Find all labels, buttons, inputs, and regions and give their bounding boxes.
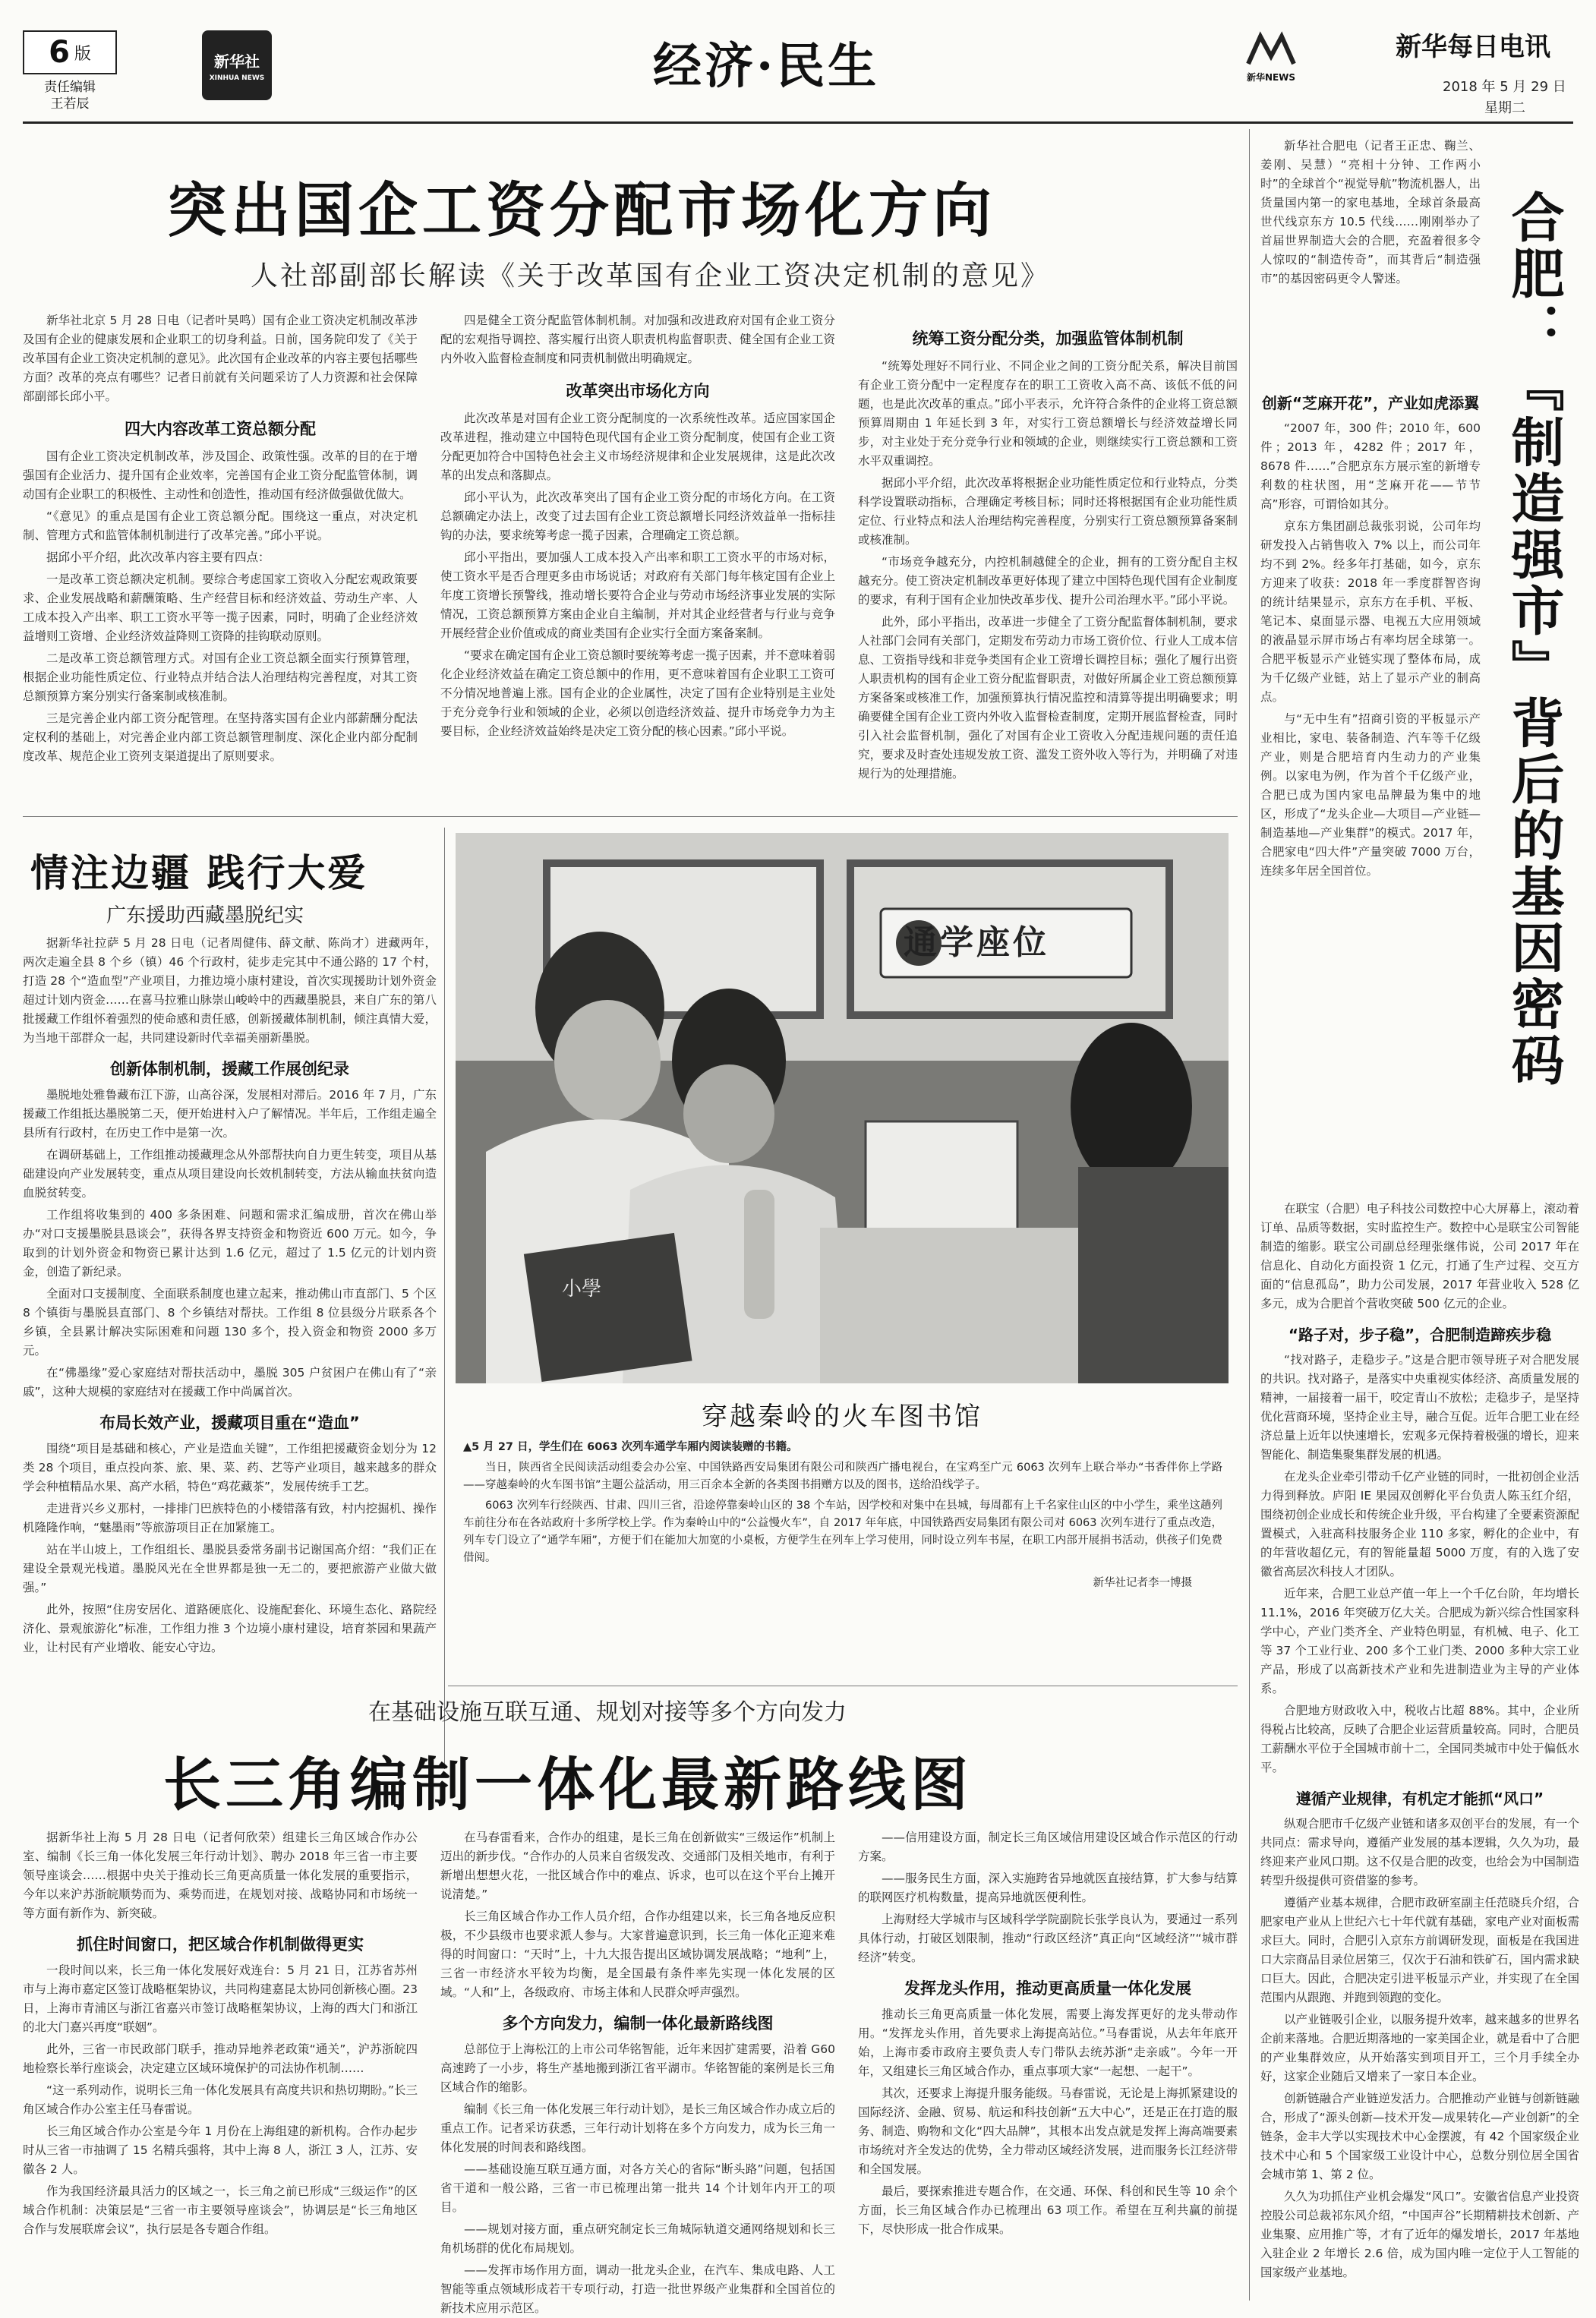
article3-title: 长三角编制一体化最新路线图 [163, 1751, 973, 1818]
article2-subtitle: 广东援助西藏墨脱纪实 [106, 904, 304, 927]
article4-s2-p4: 合肥地方财政收入中，税收占比超 88%。其中，企业所得税占比较高，反映了合肥企业运营质量较高。同时，合肥员工薪酬水平位于全国城市前十二，全国同类城市中处于偏低水平。 [1260, 1704, 1579, 1774]
xinhua-logo [202, 30, 272, 100]
article4-s3-p1: 纵观合肥市千亿级产业链和诸多双创平台的发展，有一个共同点：需求导向，遵循产业发展的基本逻辑，久久为功，最终迎来产业风口期。这不仅是合肥的改变，也给会为中国制造转型升级提供可资借鉴的参考。 [1260, 1817, 1579, 1888]
article1-s3-p1: “统筹处理好不同行业、不同企业之间的工资分配关系，解决目前国有企业工资分配中一定程度存在的职工工资收入高不高、该低不低的问题，也是此次改革的重点。”邱小平表示，允许符合条件的企业将工资总额预算周期由 1 年延长到 3 年，对实行工资总额增长与经济效益增长同步，对主业处于充分竞争行业和领域的企业，则继续实行工资总额和工资水平双重调控。 [858, 359, 1238, 468]
article3-s2-p1: 在马春雷看来，合作办的组建，是长三角在创新做实“三级运作”机制上迈出的新步伐。“合作办的人员来自省级发改、交通部门及相关地市，有利于新增出想想火花，一批区域合作中的难点、诉求，也可以在这个平台上摊开说清楚。” [440, 1831, 835, 1901]
editor-name: 王若辰 [50, 96, 90, 112]
article1-title: 突出国企工资分配市场化方向 [167, 177, 997, 245]
article1-s3-head: 统筹工资分配分类，加强监管体制机制 [912, 330, 1184, 348]
article3-s3-p5: 其次，还要求上海提升服务能级。马春雷说，无论是上海抓紧建设的国际经济、金融、贸易、航运和科技创新“五大中心”，还是正在打造的服务、制造、购物和文化“四大品牌”，其根本出发点就是发挥上海高端要素市场统对齐全发达的优势，全力带动区域经济发展，进而服务长江经济带和全国发展。 [858, 2086, 1238, 2176]
editor-label: 责任编辑 [44, 80, 96, 95]
article3-s1-p3: “这一系列动作，说明长三角一体化发展具有高度共识和热切期盼。”长三角区域合作办公室主任马春雷说。 [23, 2083, 418, 2116]
article3-s3-p4: 推动长三角更高质量一体化发展，需要上海发挥更好的龙头带动作用。“发挥龙头作用，首先要求上海提高站位。”马春雷说，从去年年底开始，上海市委市政府主要负责人专门带队去统苏浙“走亲戚”。今年一开年，又组建长三角区域合作办，重点事项大家“一起想、一起干”。 [858, 2007, 1238, 2078]
article4-lead: 新华社合肥电（记者王正忠、鞠兰、姜刚、吴慧）“亮相十分钟、工作两小时”的全球首个“视觉导航”物流机器人，出货量国内第一的家电基地，全球首条最高世代线京东方 10.5 代线……刚刚举办了首届世界制造大会的合肥，充盈着很多令人惊叹的“制造传奇”，而其背后“制造强市”的基因密码更令人警迷。 [1260, 139, 1481, 285]
article1-s3-p3: “市场竞争越充分，内控机制越健全的企业，拥有的工资分配自主权越充分。使工资决定机制改革更好体现了建立中国特色现代国有企业制度的要求，有利于国有企业加快改革步伐、提升公司治理水平。”邱小平说。 [858, 555, 1238, 607]
masthead-rule [23, 121, 1573, 124]
article1-s2-p3: 邱小平指出，要加强人工成本投入产出率和职工工资水平的市场对标，使工资水平是否合理更多由市场说话；对政府有关部门每年核定国有企业上年度工资增长预警线，推动增长要符合企业与劳动市场经济事业发展的实际情况，工资总额预算方案由企业自主编制，并对其企业经营者与行业与竞争开展经营企业价值或成的商业类国有企业实行全面方案备案制。 [440, 550, 835, 640]
article2-s2-p4: 此外，按照“住房安居化、道路硬底化、设施配套化、环境生态化、路院经济化、景观旅游化”标准，工作组力推 3 个边境小康村建设，培育茶园和果蔬产业，让村民有产业增收、能安心守边。 [23, 1603, 437, 1654]
page-number: 6 [49, 35, 70, 70]
article1-s2-p2: 邱小平认为，此次改革突出了国有企业工资分配的市场化方向。在工资总额确定办法上，改变了过去国有企业工资总额增长同经济效益单一指标挂钩的办法，要求统筹考虑一揽子因素，合理确定工资总额。 [440, 490, 835, 542]
article4-s1-p2: 京东方集团副总裁张羽说，公司年均研发投入占销售收入 7% 以上，而公司年均不到 2%。经多年打基础，如今，京东方迎来了收获：2018 年一季度群智咨询的统计结果显示，京东方在手机、平板、笔记本、桌面显示器、电视五大应用领域的液晶显示屏市场占有率均居全球第一。合肥平板显示产业链实现了整体布局，成为千亿级产业链，站上了显示产业的制高点。 [1260, 519, 1481, 704]
article4-s2-p1: “找对路子，走稳步子。”这是合肥市领导班子对合肥发展的共识。找对路子，是落实中央重视实体经济、高质量发展的精神，一届接着一届干，咬定青山不放松；走稳步子，是坚持优化营商环境，坚持企业主导，融合互促。近年合肥工业在经济总量上近年以快速增长，宏观多元保持着极强的增长，迎来智能化、制造集聚集群发展的机遇。 [1260, 1353, 1579, 1462]
article3-s2-head: 多个方向发力，编制一体化最新路线图 [502, 2014, 774, 2033]
article2-s1-p3: 工作组将收集到的 400 多条困难、问题和需求汇编成册，首次在佛山举办“对口支援墨脱县恳谈会”，获得各界支持资金和物资近 600 万元。如今，争取到的计划外资金和物资已累计达到 1.6 亿元，超过了 1.5 亿元的计划内资金，创造了新纪录。 [23, 1208, 437, 1279]
article2-title: 情注边疆 践行大爱 [30, 850, 368, 895]
article2-s1-p4: 全面对口支援制度、全面联系制度也建立起来，推动佛山市直部门、5 个区 8 个镇街与墨脱县直部门、8 个乡镇结对帮扶。工作组 8 位县级分片联系各个乡镇，全县累计解决实际困难和问题 130 多个，投入资金和物资 2000 多万元。 [23, 1287, 437, 1358]
article3-s1-p5: 作为我国经济最具活力的区域之一，长三角之前已形成“三级运作”的区域合作机制：决策层是“三省一市主要领导座谈会”，协调层是“长三角地区合作与发展联席会议”，执行层是各专题合作组。 [23, 2184, 418, 2236]
article3-s2-p2: 长三角区域合作办工作人员介绍，合作办组建以来，长三角各地反应积极，不少县级市也要求派人参与。大家普遍意识到，长三角一体化正迎来难得的时间窗口：“天时”上，十九大报告提出区域协调发展战略；“地利”上，三省一市经济水平较为均衡，是全国最有条件率先实现一体化发展的区域。“人和”上，各级政府、市场主体和人民群众呼声强烈。 [440, 1910, 835, 1999]
article3-s3-p2: ——服务民生方面，深入实施跨省异地就医直接结算，扩大参与结算的联网医疗机构数量，提高异地就医便利性。 [858, 1872, 1238, 1904]
article4-col-narrow [1260, 391, 1481, 1196]
article3-s1-p1: 一段时间以来，长三角一体化发展好戏连台：5 月 21 日，江苏省苏州市与上海市嘉定区签订战略框架协议，共同构建嘉昆太协同创新核心圈。23 日，上海市青浦区与浙江省嘉兴市签订战略框架协议，上海的西大门和浙江的北大门嘉兴再度“联姻”。 [23, 1963, 418, 2034]
article1-s1-head: 四大内容改革工资总额分配 [125, 420, 316, 438]
article2-s2-head: 布局长效产业，援藏项目重在“造血” [99, 1414, 360, 1432]
article1-s1-p5: 二是改革工资总额管理方式。对国有企业工资总额全面实行预算管理，根据企业功能性质定位、行业特点并结合法人治理结构完善程度，对其工资总额预算方案分别实行备案制或核准制。 [23, 651, 418, 703]
article2-s2-p1: 围绕“项目是基础和核心，产业是造血关键”，工作组把援藏资金划分为 12 类 28 个项目，重点投向茶、旅、果、菜、药、艺等产业项目，越来越多的群众学会种植精品水果、高产水稻，特色“鸡花藏茶”，发展传统手工艺。 [23, 1442, 437, 1493]
issue-weekday: 星期二 [1484, 100, 1525, 116]
issue-date: 2018 年 5 月 29 日 [1443, 79, 1566, 95]
article3-s2-p5: ——基础设施互联互通方面，对各方关心的省际“断头路”问题，包括国省干道和一般公路，三省一市已梳理出第一批共 14 个计划年内开工的项目。 [440, 2162, 835, 2214]
article1-s1-p1: 国有企业工资决定机制改革，涉及国企、政策性强。改革的目的在于增强国有企业活力、提升国有企业效率，完善国有企业工资分配监管体制，调动国有企业职工的积极性、主动性和创造性，推动国有经济做强做优做大。 [23, 449, 418, 501]
article3-s1-head: 抓住时间窗口，把区域合作机制做得更实 [77, 1935, 364, 1954]
article4-s1-head: 创新“芝麻开花”，产业如虎添翼 [1261, 394, 1480, 412]
article3-s3-p6: 最后，要探索推进专题合作，在交通、环保、科创和民生等 10 余个方面，长三角区域合作办已梳理出 63 项工作。希望在互利共赢的前提下，尽快形成一批合作成果。 [858, 2184, 1238, 2236]
article2-s1-head: 创新体制机制，援藏工作展创纪录 [110, 1060, 349, 1078]
article3-lead: 据新华社上海 5 月 28 日电（记者何欣荣）组建长三角区域合作办公室、编制《长三角一体化发展三年行动计划》、聘办 2018 年三省一市主要领导座谈会……根据中央关于推动长三角更高质量一体化发展的重要指示，今年以来沪苏浙皖顺势而为、乘势而进，在规划对接、战略协同和市场统一等方面有新作为、新突破。 [23, 1831, 418, 1920]
article1-s1-p2: “《意见》的重点是国有企业工资总额分配。围绕这一重点，对决定机制、管理方式和监管体制机制进行了改革完善。”邱小平说。 [23, 509, 418, 542]
article1-s2-head: 改革突出市场化方向 [566, 382, 710, 400]
article4-s2-p2: 在龙头企业牵引带动千亿产业链的同时，一批初创企业活力得到释放。庐阳 IE 果园双创孵化平台负责人陈玉红介绍，围绕初创企业成长和传统企业升级，平台构建了全要素资源配置模式，入驻高科技服务企业 110 多家，孵化的企业中，有的年营收超亿元，有的智能量超 5000 万度，有的入选了安徽省高层次科技人才团队。 [1260, 1470, 1579, 1578]
xinhua-logo-sub: XINHUA NEWS [209, 74, 265, 82]
article3-s2-p3: 总部位于上海松江的上市公司华铭智能，近年来因扩建需要，沿着 G60 高速跨了一小步，将生产基地搬到浙江省平湖市。华铭智能的案例是长三角区域合作的缩影。 [440, 2042, 835, 2094]
photo-credit: 新华社记者李一博摄 [1093, 1577, 1192, 1589]
page-number-box [23, 30, 117, 74]
article3-kicker: 在基础设施互联互通、规划对接等多个方向发力 [368, 1699, 847, 1726]
article1-s1-p4: 一是改革工资总额决定机制。要综合考虑国家工资收入分配宏观政策要求、企业发展战略和薪酬策略、生产经营目标和经济效益、劳动生产率、人工成本投入产出率、职工工资水平等一揽子因素，同时，明确了企业经济效益增则工资增、企业经济效益降则工资降的挂钩联动原则。 [23, 572, 418, 643]
article2-col [23, 934, 437, 1777]
article1-s1-p6: 三是完善企业内部工资分配管理。在坚持落实国有企业内部薪酬分配法定权利的基础上，对完善企业内部工资总额管理制度、深化企业内部分配制度改革、规范企业工资列支渠道提出了原则要求。 [23, 711, 418, 763]
article4-s2-p3: 近年来，合肥工业总产值一年上一个千亿台阶，年均增长 11.1%，2016 年突破万亿大关。合肥成为新兴综合性国家科学中心，产业门类齐全、产业特色明显，有机械、电子、化工等 37 个工业行业、200 多个工业门类、2000 多种大宗工业产品，形成了以高新技术产业和先进制造业为主导的产业体系。 [1260, 1587, 1579, 1695]
article4-s3-p3: 以产业链吸引企业，以服务提升效率，越来越多的世界名企前来落地。合肥近期落地的一家美国企业，就是看中了合肥的产业集群效应，从开始落实到项目开工，三个月手续全办好，这家企业随后又增来了一家日本企业。 [1260, 2013, 1579, 2083]
train-sign: 通学座位 [904, 923, 1049, 962]
article4-s1-p4: 在联宝（合肥）电子科技公司数控中心大屏幕上，滚动着订单、品质等数据，实时监控生产。数控中心是联宝公司智能制造的缩影。联宝公司副总经理张继伟说，公司 2017 年在信息化、自动化方面投资 1 亿元，打通了生产过程、交互方面的“信息孤岛”，助力公司发展，2017 年营业收入 528 亿多元，成为合肥首个营收突破 500 亿元的企业。 [1260, 1202, 1579, 1310]
article3-col2 [440, 1828, 835, 2315]
photo-caption-title: 穿越秦岭的火车图书馆 [702, 1402, 983, 1432]
article1-subtitle: 人社部副部长解读《关于改革国有企业工资决定机制的意见》 [251, 260, 1051, 292]
article1-s2-p4: “要求在确定国有企业工资总额时要统筹考虑一揽子因素，并不意味着弱化企业经济效益在确定工资总额中的作用，更不意味着国有企业职工工资可不分情况地普遍上涨。国有企业的企业属性，决定了国有企业特别是主业处于充分竞争行业和领域的企业，必须以创造经济效益、提升市场竞争力为主要目标，企业经济效益始终是决定工资分配的核心因素。”邱小平说。 [440, 648, 835, 738]
news-logo-text: 新华NEWS [1246, 72, 1296, 83]
article1-s2-p1: 此次改革是对国有企业工资分配制度的一次系统性改革。适应国家国企改革进程，推动建立中国特色现代国有企业工资分配制度，使国有企业工资分配更加符合中国特色社会主义市场经济规律和企业发展规律，这是此次改革的出发点和落脚点。 [440, 412, 835, 482]
photo-caption-p3: 6063 次列车行经陕西、甘肃、四川三省，沿途停靠秦岭山区的 38 个车站，因学校和对集中在县城，每周都有上千名家住山区的中小学生，乘坐这趟列车前往分布在各站政府十多所学校上学。作为秦岭山中的“公益慢火车”，自 2017 年年底，中国铁路西安局集团有限公司对 6063 次列车进行了重点改造，列车专门设立了“通学车厢”，方便于们在能加大加宽的小桌板，方便学生在列车上学习使用，同时设立列车书屋，在职工内部开展捐书活动，供孩子们免费借阅。 [463, 1500, 1222, 1564]
book-label: 小學 [562, 1278, 602, 1301]
xinhua-logo-text: 新华社 [214, 52, 260, 71]
paper-name: 新华每日电讯 [1396, 32, 1550, 62]
article3-s1-p2: 此外，三省一市民政部门联手，推动异地养老政策“通关”，沪苏浙皖四地检察长举行座谈会，决定建立区域环境保护的司法协作机制…… [23, 2042, 418, 2075]
article4-s3-p4: 创新链融合产业链逆发活力。合肥推动产业链与创新链融合，形成了“源头创新—技术开发—成果转化—产业创新”的全链条，金丰大学以实现技术中心金摆渡，有 42 个国家级企业技术中心和 5 个国家级工业设计中心，总数分别位居全国省会城市第 1、第 2 位。 [1260, 2092, 1579, 2181]
photo-caption-p1: ▲5 月 27 日，学生们在 6063 次列车通学车厢内阅读装赠的书籍。 [463, 1441, 798, 1453]
article1-col2 [440, 311, 835, 805]
article2-s1-p2: 在调研基础上，工作组推动援藏理念从外部帮扶向自力更生转变，项目从基础建设向产业发展转变，重点从项目建设向长效机制转变，方法从输血扶贫向造血脱贫转变。 [23, 1148, 437, 1200]
article1-s3-p2: 据邱小平介绍，此次改革将根据企业功能性质定位和行业特点，分类科学设置联动指标，合理确定考核目标；同时还将根据国有企业功能性质定位、行业特点和法人治理结构完善程度，分别实行工资总额预算备案制或核准制。 [858, 476, 1238, 547]
article1-s1-p7: 四是健全工资分配监管体制机制。对加强和改进政府对国有企业工资分配的宏观指导调控、落实履行出资人职责机构监督职责、健全国有企业工资内外收入监督检查制度和同责机制做出明确规定。 [440, 314, 835, 365]
article4-s3-p2: 遵循产业基本规律，合肥市政研室副主任范晓兵介绍，合肥家电产业从上世纪六七十年代就有基础，家电产业对面板需求巨大。同时，合肥引入京东方前调研发现，面板是在我国进口大宗商品目录位居第三，仅次于石油和铁矿石，国内需求缺口巨大。因此，合肥决定引进平板显示产业，并实现了在全国范围内从跟跑、并跑到领跑的变化。 [1260, 1896, 1579, 2004]
article2-lead: 据新华社拉萨 5 月 28 日电（记者周健伟、薛文献、陈尚才）进藏两年，两次走遍全县 8 个乡（镇）46 个行政村，徒步走完其中不通公路的 17 个村，打造 28 个“造血型”产业项目，力推边境小康村建设，首次实现援助计划外资金超过计划内资金……在喜马拉雅山脉崇山峻岭中的西藏墨脱县，来自广东的第八批援藏工作组怀着强烈的使命感和责任感，创新援藏体制机制，倾注真情大爱，为当地干部群众一起，共同建设新时代幸福美丽新墨脱。 [23, 936, 437, 1045]
article1-s1-p3: 据邱小平介绍，此次改革内容主要有四点： [46, 550, 270, 564]
editor-credit [23, 79, 117, 112]
right-column-divider [1249, 129, 1250, 2301]
article4-s3-head: 遵循产业规律，有机定才能抓“风口” [1295, 1790, 1544, 1808]
article3-s1-p4: 长三角区域合作办公室是今年 1 月份在上海组建的新机构。合作办起步时从三省一市抽调了 15 名精兵强将，其中上海 8 人，浙江 3 人，江苏、安徽各 2 人。 [23, 2124, 418, 2176]
page-unit: 版 [74, 44, 91, 64]
article3-s3-p1: ——信用建设方面，制定长三角区域信用建设区域合作示范区的行动方案。 [858, 1831, 1238, 1863]
news-logo [1245, 33, 1297, 96]
column-title: 经济·民生 [653, 38, 880, 95]
article2-s2-p3: 站在半山坡上，工作组组长、墨脱县委常务副书记谢国高介绍：“我们正在建设全景观光栈道。墨脱风光在全世界都是独一无二的，要把旅游产业做大做强。” [23, 1543, 437, 1594]
article4-lead-col [1260, 137, 1481, 387]
article4-s2-head: “路子对，步子稳”，合肥制造蹄疾步稳 [1288, 1326, 1552, 1344]
photo-caption-p2: 当日，陕西省全民阅读活动组委会办公室、中国铁路西安局集团有限公司和陕西广播电视台，在宝鸡至广元 6063 次列车上联合举办“书香伴你上学路——穿越秦岭的火车图书馆”主题公益活动，用三百余本全新的各类图书捐赠方以及的图书，送给沿线学子。 [463, 1462, 1222, 1491]
article1-s3-p4: 此外，邱小平指出，改革进一步健全了工资分配监督体制机制，要求人社部门会同有关部门，定期发布劳动力市场工资价位、行业人工成本信息、工资指导线和非竞争类国有企业工资增长调控目标；强化了履行出资人职责机构的国有企业工资分配监督职责，对做好所属企业工资总额预算方案备案或核准工作，加强预算执行情况监控和清算等提出明确要求；明确要健全国有企业工资内外收入监督检查制度，定期开展监督检查，同时引入社会监督机制，强化了对国有企业工资收入分配违规问题的责任追究，要求及时查处违规发放工资、滥发工资外收入等行为，并明确了对违规行为的处理措施。 [858, 615, 1238, 781]
article1-col3 [858, 326, 1238, 805]
article4-s3-p5: 久久为功抓住产业机会爆发“风口”。安徽省信息产业投资控股公司总裁祁东风介绍，“中国声谷”长期精耕技术创新、产业集聚、应用推广等，才有了近年的爆发增长，2017 年基地入驻企业 2 年增长 2.6 倍，成为国内唯一定位于人工智能的国家级产业基地。 [1260, 2190, 1579, 2279]
article3-s3-head: 发挥龙头作用，推动更高质量一体化发展 [904, 1979, 1191, 1998]
news-logo-icon [1245, 33, 1297, 67]
article4-col-wide [1260, 1200, 1579, 2301]
article2-divider [444, 828, 445, 1769]
article1-bottom-rule [23, 816, 1238, 817]
article4-s1-p3: 与“无中生有”招商引资的平板显示产业相比，家电、装备制造、汽车等千亿级产业，则是合肥培育内生动力的产业集例。以家电为例，作为首个千亿级产业，合肥已成为国内家电品牌最为集中的地区，形成了“龙头企业—大项目—产业链—制造基地—产业集群”的模式。2017 年，合肥家电“四大件”产量突破 7000 万台，连续多年居全国首位。 [1260, 712, 1481, 878]
article1-lead: 新华社北京 5 月 28 日电（记者叶昊鸣）国有企业工资决定机制改革涉及国有企业的健康发展和企业职工的切身利益。日前，国务院印发了《关于改革国有企业工资决定机制的意见》。此次国有企业改革的内容主要包括哪些方面？改革的亮点有哪些？记者日前就有关问题采访了人力资源和社会保障部副部长邱小平。 [23, 314, 418, 403]
article2-s1-p5: 在“佛墨缘”爱心家庭结对帮扶活动中，墨脱 305 户贫困户在佛山有了“亲戚”，这种大规模的家庭结对在援藏工作中尚属首次。 [23, 1366, 437, 1399]
article4-vertical-title: 合肥：『制造强市』背后的基因密码 [1503, 190, 1565, 1089]
article3-s2-p7: ——发挥市场作用方面，调动一批龙头企业，在汽车、集成电路、人工智能等重点领域形成若干专项行动，打造一批世界级产业集群和全国首位的新技术应用示范区。 [440, 2263, 835, 2315]
article1-col1 [23, 311, 418, 805]
article2-s2-p2: 走进背兴乡义那村，一排排门巴族特色的小楼错落有致，村内挖掘机、操作机隆隆作响，“魅墨雨”等旅游项目正在加紧施工。 [23, 1502, 437, 1534]
article3-s3-p3: 上海财经大学城市与区域科学学院副院长张学良认为，要通过一系列具体行动，打破区划限制，推动“行政区经济”真正向“区域经济”“城市群经济”转变。 [858, 1913, 1238, 1964]
article3-col1 [23, 1828, 418, 2307]
article4-s1-p1: “2007 年，300 件；2010 年，600 件；2013 年，4282 件；2017 年，8678 件……”合肥京东方展示室的新增专利数的柱状图，用“芝麻开花——节节高”形容，可谓恰如其分。 [1260, 421, 1481, 511]
article2-s1-p1: 墨脱地处雅鲁藏布江下游，山高谷深，发展相对滞后。2016 年 7 月，广东援藏工作组抵达墨脱第二天，便开始进村入户了解情况。半年后，工作组走遍全县所有行政村，在历史工作中是第一次。 [23, 1088, 437, 1140]
article3-s2-p6: ——规划对接方面，重点研究制定长三角城际轨道交通网络规划和长三角机场群的优化布局规划。 [440, 2222, 835, 2255]
article3-col3 [858, 1828, 1238, 2307]
article3-s2-p4: 编制《长三角一体化发展三年行动计划》，是长三角区域合作办成立后的重点工作。记者采访获悉，三年行动计划将在多个方向发力，成为长三角一体化发展的时间表和路线图。 [440, 2102, 835, 2154]
train-library-photo [456, 833, 1229, 1383]
